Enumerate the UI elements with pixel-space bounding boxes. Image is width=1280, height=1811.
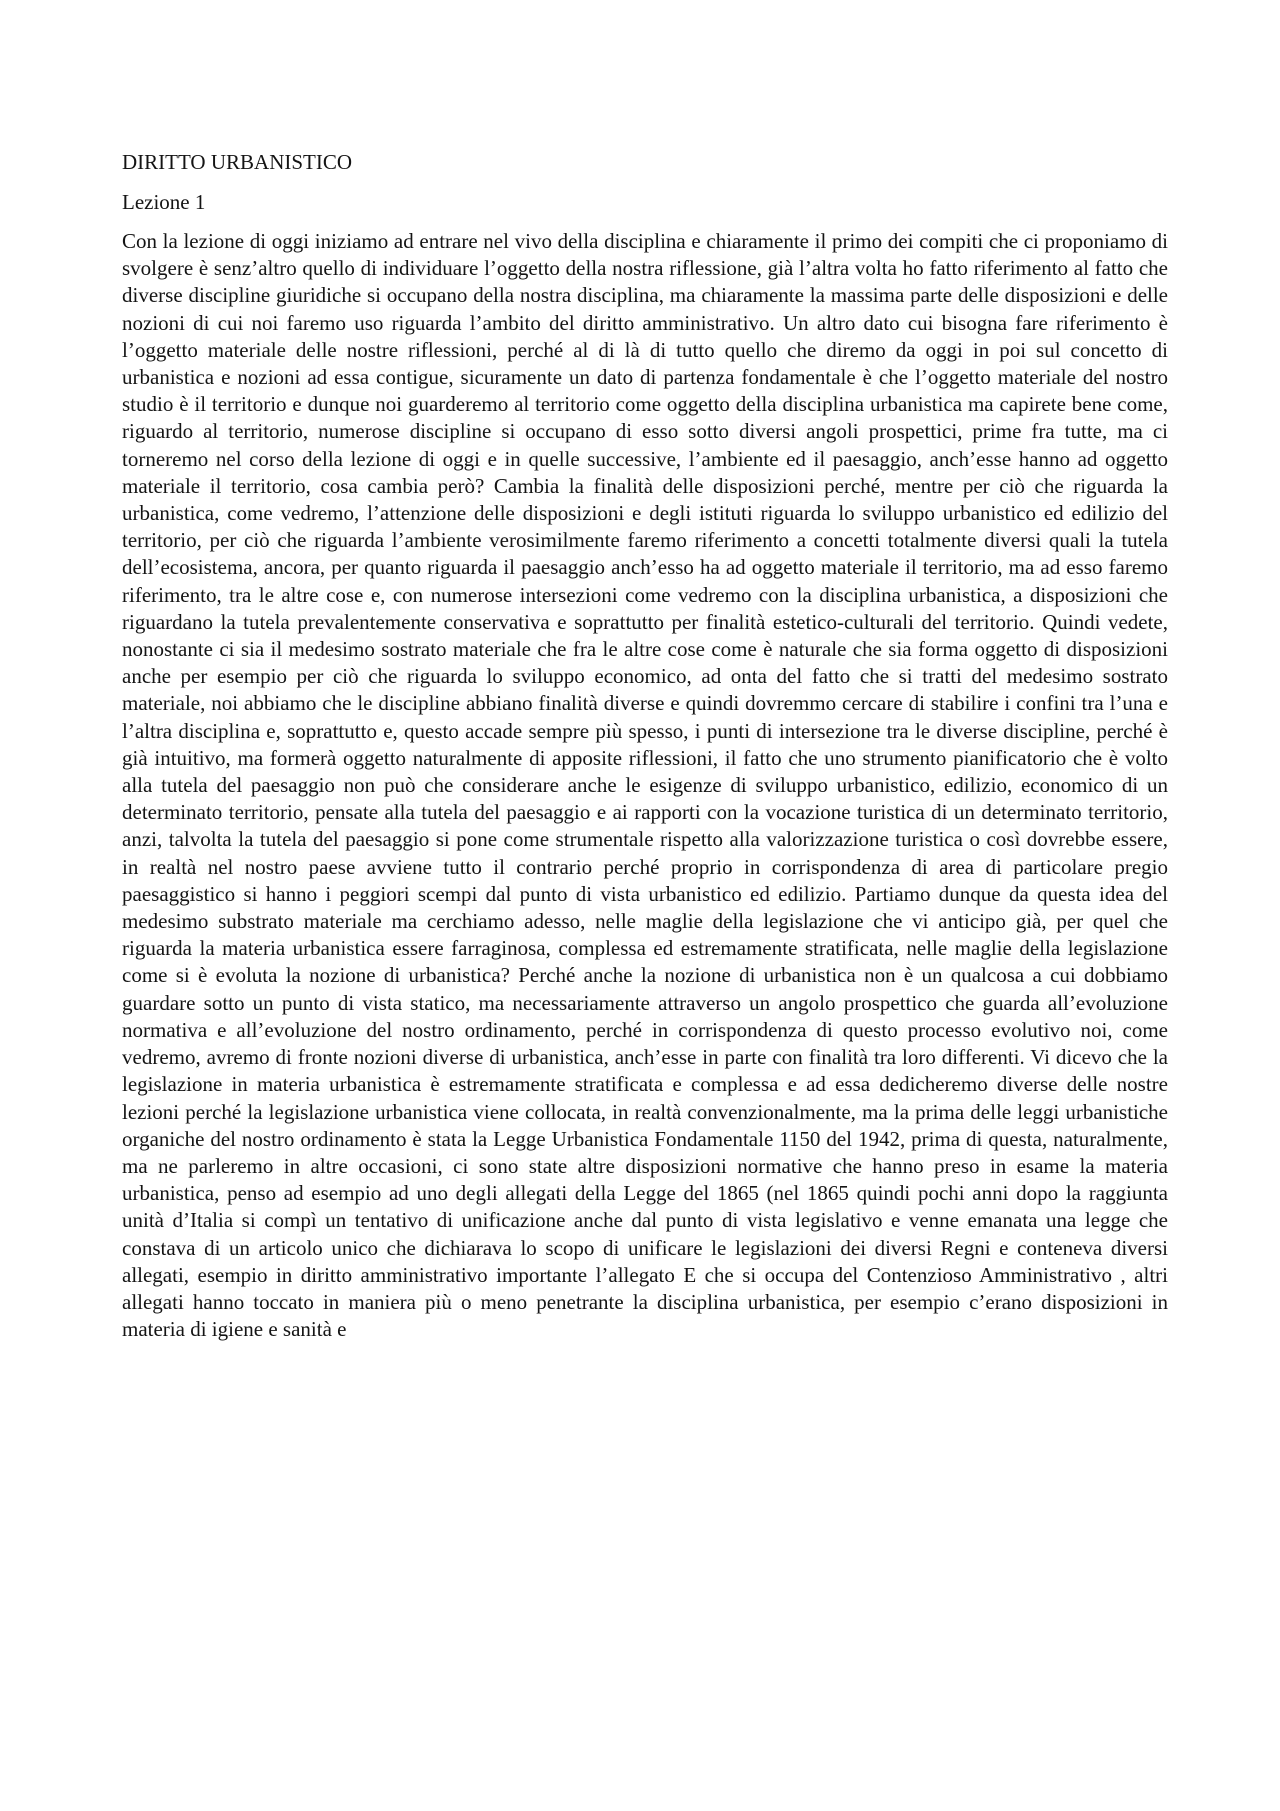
lesson-body-paragraph: Con la lezione di oggi iniziamo ad entrare nel vivo della disciplina e chiaramente il primo dei compiti che ci proponiamo di svolgere è senz’altro quello di individuare l’oggetto della nostra riflessione, già l’altra volta ho fatto riferimento al fatto che diverse discipline giuridiche si occupano della nostra disciplina, ma chiaramente la massima parte delle disposizioni e delle nozioni di cui noi faremo uso riguarda l’ambito del diritto amministrativo. Un altro dato cui bisogna fare riferimento è l’oggetto materiale delle nostre riflessioni, perché al di là di tutto quello che diremo da oggi in poi sul concetto di urbanistica e nozioni ad essa contigue, sicuramente un dato di partenza fondamentale è che l’oggetto materiale del nostro studio è il territorio e dunque noi guarderemo al territorio come oggetto della disciplina urbanistica ma capirete bene come, riguardo al territorio, numerose discipline si occupano di esso sotto diversi angoli prospettici, prime fra tutte, ma ci torneremo nel corso della lezione di oggi e in quelle successive, l’ambiente ed il paesaggio, anch’esse hanno ad oggetto materiale il territorio, cosa cambia però? Cambia la finalità delle disposizioni perché, mentre per ciò che riguarda la urbanistica, come vedremo, l’attenzione delle disposizioni e degli istituti riguarda lo sviluppo urbanistico ed edilizio del territorio, per ciò che riguarda l’ambiente verosimilmente faremo riferimento a concetti totalmente diversi quali la tutela dell’ecosistema, ancora, per quanto riguarda il paesaggio anch’esso ha ad oggetto materiale il territorio, ma ad esso faremo riferimento, tra le altre cose e, con numerose intersezioni come vedremo con la disciplina urbanistica, a disposizioni che riguardano la tutela prevalentemente conservativa e soprattutto per finalità estetico-culturali del territorio. Quindi vedete, nonostante ci sia il medesimo sostrato materiale che fra le altre cose come è naturale che sia forma oggetto di disposizioni anche per esempio per ciò che riguarda lo sviluppo economico, ad onta del fatto che si tratti del medesimo sostrato materiale, noi abbiamo che le discipline abbiano finalità diverse e quindi dovremmo cercare di stabilire i confini tra l’una e l’altra disciplina e, soprattutto e, questo accade sempre più spesso, i punti di intersezione tra le diverse discipline, perché è già intuitivo, ma formerà oggetto naturalmente di apposite riflessioni, il fatto che uno strumento pianificatorio che è volto alla tutela del paesaggio non può che considerare anche le esigenze di sviluppo urbanistico, edilizio, economico di un determinato territorio, pensate alla tutela del paesaggio e ai rapporti con la vocazione turistica di un determinato territorio, anzi, talvolta la tutela del paesaggio si pone come strumentale rispetto alla valorizzazione turistica o così dovrebbe essere, in realtà nel nostro paese avviene tutto il contrario perché proprio in corrispondenza di area di particolare pregio paesaggistico si hanno i peggiori scempi dal punto di vista urbanistico ed edilizio. Partiamo dunque da questa idea del medesimo substrato materiale ma cerchiamo adesso, nelle maglie della legislazione che vi anticipo già, per quel che riguarda la materia urbanistica essere farraginosa, complessa ed estremamente stratificata, nelle maglie della legislazione come si è evoluta la nozione di urbanistica? Perché anche la nozione di urbanistica non è un qualcosa a cui dobbiamo guardare sotto un punto di vista statico, ma necessariamente attraverso un angolo prospettico che guarda all’evoluzione normativa e all’evoluzione del nostro ordinamento, perché in corrispondenza di questo processo evolutivo noi, come vedremo, avremo di fronte nozioni diverse di urbanistica, anch’esse in parte con finalità tra loro differenti. Vi dicevo che la legislazione in materia urbanistica è estremamente stratificata e complessa e ad essa dedicheremo diverse delle nostre lezioni perché la legislazione urbanistica viene collocata, in realtà convenzionalmente, ma la prima delle leggi urbanistiche organiche del nostro ordinamento è stata la Legge Urbanistica Fondamentale 1150 del 1942, prima di questa, naturalmente, ma ne parleremo in altre occasioni, ci sono state altre disposizioni normative che hanno preso in esame la materia urbanistica, penso ad esempio ad uno degli allegati della Legge del 1865 (nel 1865 quindi pochi anni dopo la raggiunta unità d’Italia si compì un tentativo di unificazione anche dal punto di vista legislativo e venne emanata una legge che constava di un articolo unico che dichiarava lo scopo di unificare le legislazioni dei diversi Regni e conteneva diversi allegati, esempio in diritto amministrativo importante l’allegato E che si occupa del Contenzioso Amministrativo , altri allegati hanno toccato in maniera più o meno penetrante la disciplina urbanistica, per esempio c’erano disposizioni in materia di igiene e sanità e — [122, 229, 1168, 1342]
document-title: DIRITTO URBANISTICO — [122, 150, 353, 174]
document-page — [122, 148, 1168, 1343]
lesson-heading: Lezione 1 — [122, 190, 206, 214]
